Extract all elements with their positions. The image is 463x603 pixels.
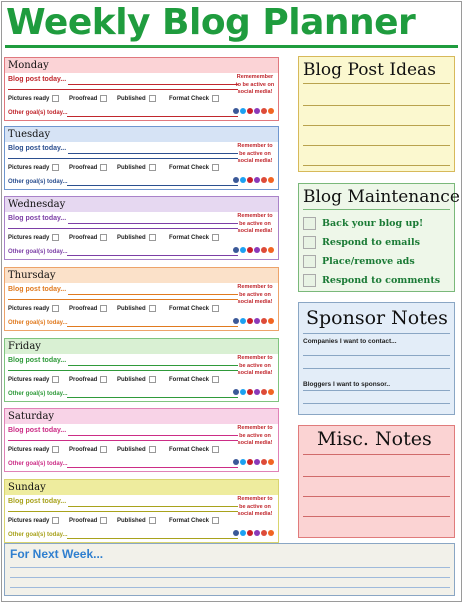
google-plus-icon[interactable]	[261, 318, 267, 324]
blog-post-ideas-title: Blog Post Ideas	[303, 60, 436, 80]
blog-post-line-2[interactable]	[8, 370, 238, 371]
checkbox[interactable]	[212, 95, 219, 102]
next-week-title: For Next Week...	[10, 547, 104, 561]
facebook-icon[interactable]	[233, 459, 239, 465]
check-label: Format Check	[169, 164, 210, 171]
instagram-icon[interactable]	[254, 108, 260, 114]
facebook-icon[interactable]	[233, 177, 239, 183]
day-block-thursday	[4, 267, 279, 331]
proofread-check[interactable]	[69, 376, 107, 383]
format-check[interactable]	[169, 234, 219, 241]
blog-post-line-2[interactable]	[8, 158, 238, 159]
format-check[interactable]	[169, 305, 219, 312]
day-block-sunday	[4, 479, 279, 543]
published-check[interactable]	[117, 446, 156, 453]
checkbox[interactable]	[149, 376, 156, 383]
checkbox[interactable]	[303, 255, 316, 268]
maintenance-label: Back your blog up!	[322, 218, 424, 229]
twitter-icon[interactable]	[240, 108, 246, 114]
note-line[interactable]	[303, 209, 450, 210]
blog-post-line[interactable]	[68, 294, 238, 295]
check-label: Format Check	[169, 95, 210, 102]
checkbox[interactable]	[52, 95, 59, 102]
blog-maintenance-title: Blog Maintenance	[303, 187, 460, 207]
proofread-check[interactable]	[69, 446, 107, 453]
instagram-icon[interactable]	[254, 389, 260, 395]
checkbox[interactable]	[52, 305, 59, 312]
check-label: Format Check	[169, 376, 210, 383]
other-goals-label: Other goal(s) today...	[8, 391, 68, 397]
instagram-icon[interactable]	[254, 530, 260, 536]
other-goals-line[interactable]	[67, 116, 238, 117]
note-line[interactable]	[303, 333, 450, 334]
day-name: Friday	[5, 339, 278, 354]
next-week-line[interactable]	[10, 567, 450, 568]
facebook-icon[interactable]	[233, 530, 239, 536]
pinterest-icon[interactable]	[247, 530, 253, 536]
check-label: Published	[117, 305, 146, 312]
check-label: Format Check	[169, 517, 210, 524]
task-checklist	[8, 446, 238, 456]
maintenance-item[interactable]	[303, 255, 415, 268]
google-plus-icon[interactable]	[261, 459, 267, 465]
check-label: Published	[117, 376, 146, 383]
social-icons	[233, 177, 274, 183]
check-label: Proofread	[69, 376, 98, 383]
published-check[interactable]	[117, 376, 156, 383]
checkbox[interactable]	[52, 376, 59, 383]
day-block-wednesday	[4, 196, 279, 260]
instagram-icon[interactable]	[254, 247, 260, 253]
day-name: Thursday	[5, 268, 278, 283]
checkbox[interactable]	[52, 446, 59, 453]
checkbox[interactable]	[149, 164, 156, 171]
title-underline	[5, 45, 458, 48]
twitter-icon[interactable]	[240, 247, 246, 253]
maintenance-label: Respond to emails	[322, 237, 420, 248]
google-plus-icon[interactable]	[261, 389, 267, 395]
other-goals-label: Other goal(s) today...	[8, 320, 68, 326]
rss-icon[interactable]	[268, 530, 274, 536]
social-reminder: Remember to be active on social media!	[237, 355, 273, 376]
other-goals-label: Other goal(s) today...	[8, 461, 68, 467]
instagram-icon[interactable]	[254, 318, 260, 324]
day-name: Sunday	[5, 480, 278, 495]
check-label: Pictures ready	[8, 376, 50, 383]
instagram-icon[interactable]	[254, 177, 260, 183]
check-label: Published	[117, 234, 146, 241]
facebook-icon[interactable]	[233, 108, 239, 114]
check-label: Proofread	[69, 446, 98, 453]
maintenance-item[interactable]	[303, 274, 440, 287]
sponsor-notes-panel	[298, 302, 455, 415]
published-check[interactable]	[117, 517, 156, 524]
pinterest-icon[interactable]	[247, 318, 253, 324]
pictures-ready-check[interactable]	[8, 376, 59, 383]
format-check[interactable]	[169, 164, 219, 171]
proofread-check[interactable]	[69, 164, 107, 171]
maintenance-label: Place/remove ads	[322, 256, 415, 267]
other-goals-line[interactable]	[67, 397, 238, 398]
checkbox[interactable]	[303, 236, 316, 249]
pictures-ready-check[interactable]	[8, 95, 59, 102]
checkbox[interactable]	[100, 164, 107, 171]
checkbox[interactable]	[149, 234, 156, 241]
page-title: Weekly Blog Planner	[6, 2, 416, 43]
checkbox[interactable]	[100, 305, 107, 312]
pictures-ready-check[interactable]	[8, 517, 59, 524]
day-name: Saturday	[5, 409, 278, 424]
note-line[interactable]	[303, 454, 450, 455]
check-label: Pictures ready	[8, 517, 50, 524]
social-icons	[233, 389, 274, 395]
task-checklist	[8, 164, 238, 174]
task-checklist	[8, 234, 238, 244]
blog-post-line-2[interactable]	[8, 228, 238, 229]
task-checklist	[8, 517, 238, 527]
pictures-ready-check[interactable]	[8, 164, 59, 171]
blog-post-label: Blog post today...	[8, 357, 67, 364]
other-goals-label: Other goal(s) today...	[8, 179, 68, 185]
checkbox[interactable]	[149, 446, 156, 453]
check-label: Pictures ready	[8, 446, 50, 453]
next-week-panel	[4, 543, 455, 596]
other-goals-line[interactable]	[67, 255, 238, 256]
maintenance-label: Respond to comments	[322, 275, 441, 286]
other-goals-label: Other goal(s) today...	[8, 249, 68, 255]
check-label: Pictures ready	[8, 95, 50, 102]
note-line[interactable]	[303, 355, 450, 356]
proofread-check[interactable]	[69, 234, 107, 241]
pictures-ready-check[interactable]	[8, 446, 59, 453]
blog-post-line-2[interactable]	[8, 299, 238, 300]
sponsor-notes-title: Sponsor Notes	[306, 307, 448, 329]
other-goals-label: Other goal(s) today...	[8, 110, 68, 116]
other-goals-line[interactable]	[67, 326, 238, 327]
other-goals-label: Other goal(s) today...	[8, 532, 68, 538]
checkbox[interactable]	[100, 376, 107, 383]
check-label: Pictures ready	[8, 234, 50, 241]
check-label: Proofread	[69, 305, 98, 312]
note-line[interactable]	[303, 390, 450, 391]
day-block-monday	[4, 57, 279, 121]
checkbox[interactable]	[303, 217, 316, 230]
blog-post-label: Blog post today...	[8, 215, 67, 222]
blog-post-line[interactable]	[68, 435, 238, 436]
checkbox[interactable]	[212, 164, 219, 171]
checkbox[interactable]	[149, 517, 156, 524]
facebook-icon[interactable]	[233, 318, 239, 324]
rss-icon[interactable]	[268, 318, 274, 324]
checkbox[interactable]	[52, 164, 59, 171]
blog-post-label: Blog post today...	[8, 145, 67, 152]
task-checklist	[8, 305, 238, 315]
check-label: Format Check	[169, 305, 210, 312]
note-line[interactable]	[303, 403, 450, 404]
checkbox[interactable]	[100, 95, 107, 102]
twitter-icon[interactable]	[240, 177, 246, 183]
pinterest-icon[interactable]	[247, 247, 253, 253]
instagram-icon[interactable]	[254, 459, 260, 465]
checkbox[interactable]	[212, 517, 219, 524]
check-label: Pictures ready	[8, 164, 50, 171]
other-goals-line[interactable]	[67, 538, 238, 539]
day-block-friday	[4, 338, 279, 402]
blog-post-label: Blog post today...	[8, 76, 67, 83]
social-reminder: Remember to be active on social media!	[237, 284, 273, 305]
pinterest-icon[interactable]	[247, 177, 253, 183]
note-line[interactable]	[303, 105, 450, 106]
blog-post-line[interactable]	[68, 506, 238, 507]
note-line[interactable]	[303, 516, 450, 517]
social-reminder: Remember to be active on social media!	[237, 496, 273, 517]
checkbox[interactable]	[52, 517, 59, 524]
format-check[interactable]	[169, 376, 219, 383]
blog-post-label: Blog post today...	[8, 498, 67, 505]
check-label: Proofread	[69, 234, 98, 241]
google-plus-icon[interactable]	[261, 108, 267, 114]
facebook-icon[interactable]	[233, 247, 239, 253]
google-plus-icon[interactable]	[261, 247, 267, 253]
note-line[interactable]	[303, 83, 450, 84]
twitter-icon[interactable]	[240, 318, 246, 324]
checkbox[interactable]	[52, 234, 59, 241]
twitter-icon[interactable]	[240, 530, 246, 536]
rss-icon[interactable]	[268, 459, 274, 465]
social-reminder: Remember to be active on social media!	[237, 213, 273, 234]
pinterest-icon[interactable]	[247, 459, 253, 465]
checkbox[interactable]	[100, 234, 107, 241]
blog-post-line[interactable]	[68, 365, 238, 366]
blog-post-ideas-panel	[298, 56, 455, 172]
blog-post-label: Blog post today...	[8, 286, 67, 293]
rss-icon[interactable]	[268, 108, 274, 114]
check-label: Published	[117, 95, 146, 102]
day-name: Wednesday	[5, 197, 278, 212]
day-name: Tuesday	[5, 127, 278, 142]
maintenance-item[interactable]	[303, 236, 420, 249]
published-check[interactable]	[117, 305, 156, 312]
blog-post-line[interactable]	[68, 84, 238, 85]
published-check[interactable]	[117, 164, 156, 171]
day-name: Monday	[5, 58, 278, 73]
day-block-saturday	[4, 408, 279, 472]
social-icons	[233, 247, 274, 253]
note-line[interactable]	[303, 368, 450, 369]
other-goals-line[interactable]	[67, 467, 238, 468]
format-check[interactable]	[169, 446, 219, 453]
social-icons	[233, 318, 274, 324]
checkbox[interactable]	[100, 446, 107, 453]
published-check[interactable]	[117, 234, 156, 241]
rss-icon[interactable]	[268, 247, 274, 253]
rss-icon[interactable]	[268, 389, 274, 395]
blog-post-line-2[interactable]	[8, 511, 238, 512]
bloggers-label: Bloggers I want to sponsor..	[303, 381, 391, 388]
companies-label: Companies I want to contact...	[303, 338, 397, 345]
checkbox[interactable]	[212, 376, 219, 383]
misc-notes-title: Misc. Notes	[317, 428, 432, 450]
twitter-icon[interactable]	[240, 459, 246, 465]
proofread-check[interactable]	[69, 305, 107, 312]
blog-post-line[interactable]	[68, 223, 238, 224]
task-checklist	[8, 376, 238, 386]
rss-icon[interactable]	[268, 177, 274, 183]
social-icons	[233, 530, 274, 536]
next-week-line[interactable]	[10, 577, 450, 578]
proofread-check[interactable]	[69, 95, 107, 102]
checkbox[interactable]	[212, 446, 219, 453]
note-line[interactable]	[303, 496, 450, 497]
google-plus-icon[interactable]	[261, 177, 267, 183]
day-block-tuesday	[4, 126, 279, 190]
social-reminder: Remember to be active on social media!	[237, 425, 273, 446]
social-icons	[233, 459, 274, 465]
blog-maintenance-panel	[298, 183, 460, 292]
twitter-icon[interactable]	[240, 389, 246, 395]
checkbox[interactable]	[212, 305, 219, 312]
check-label: Format Check	[169, 234, 210, 241]
checkbox[interactable]	[212, 234, 219, 241]
note-line[interactable]	[303, 145, 450, 146]
note-line[interactable]	[303, 476, 450, 477]
check-label: Proofread	[69, 95, 98, 102]
pinterest-icon[interactable]	[247, 389, 253, 395]
checkbox[interactable]	[149, 95, 156, 102]
social-icons	[233, 108, 274, 114]
check-label: Format Check	[169, 446, 210, 453]
pinterest-icon[interactable]	[247, 108, 253, 114]
check-label: Published	[117, 446, 146, 453]
maintenance-item[interactable]	[303, 217, 423, 230]
note-line[interactable]	[303, 165, 450, 166]
blog-post-label: Blog post today...	[8, 427, 67, 434]
blog-post-line-2[interactable]	[8, 89, 238, 90]
blog-post-line[interactable]	[68, 153, 238, 154]
task-checklist	[8, 95, 238, 105]
format-check[interactable]	[169, 95, 219, 102]
other-goals-line[interactable]	[67, 185, 238, 186]
google-plus-icon[interactable]	[261, 530, 267, 536]
check-label: Proofread	[69, 517, 98, 524]
checkbox[interactable]	[100, 517, 107, 524]
format-check[interactable]	[169, 517, 219, 524]
note-line[interactable]	[303, 125, 450, 126]
check-label: Published	[117, 164, 146, 171]
check-label: Published	[117, 517, 146, 524]
checkbox[interactable]	[149, 305, 156, 312]
social-reminder: Rememember to be active on social media!	[235, 74, 275, 95]
facebook-icon[interactable]	[233, 389, 239, 395]
blog-post-line-2[interactable]	[8, 440, 238, 441]
checkbox[interactable]	[303, 274, 316, 287]
social-reminder: Remember to be active on social media!	[237, 143, 273, 164]
check-label: Pictures ready	[8, 305, 50, 312]
proofread-check[interactable]	[69, 517, 107, 524]
pictures-ready-check[interactable]	[8, 305, 59, 312]
published-check[interactable]	[117, 95, 156, 102]
next-week-line[interactable]	[10, 587, 450, 588]
check-label: Proofread	[69, 164, 98, 171]
pictures-ready-check[interactable]	[8, 234, 59, 241]
misc-notes-panel	[298, 425, 455, 538]
